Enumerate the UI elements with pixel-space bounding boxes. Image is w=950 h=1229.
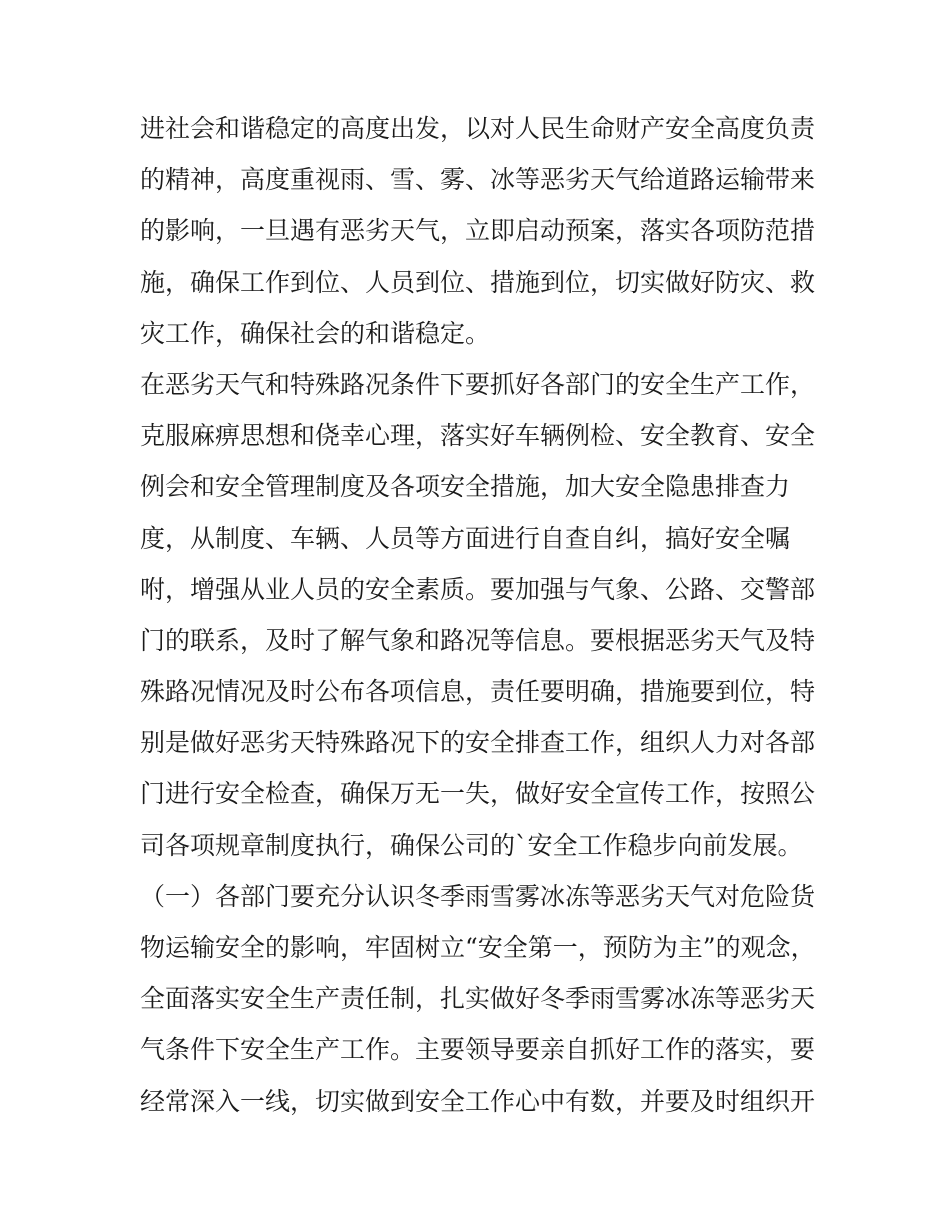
text-line: 度，从制度、车辆、人员等方面进行自查自纠，搞好安全嘱 — [140, 523, 791, 553]
text-line: 的精神，高度重视雨、雪、雾、冰等恶劣天气给道路运输带来 — [140, 165, 816, 195]
text-line: 经常深入一线，切实做到安全工作心中有数，并要及时组织开 — [140, 1086, 816, 1116]
text-line: 殊路况情况及时公布各项信息，责任要明确，措施要到位，特 — [140, 677, 816, 707]
text-line: 门进行安全检查，确保万无一失，做好安全宣传工作，按照公 — [140, 779, 816, 809]
text-line: 司各项规章制度执行，确保公司的`安全工作稳步向前发展。 — [140, 830, 803, 860]
text-line: 门的联系，及时了解气象和路况等信息。要根据恶劣天气及特 — [140, 625, 816, 655]
text-line: 进社会和谐稳定的高度出发，以对人民生命财产安全高度负责 — [140, 114, 816, 143]
body-text — [140, 103, 820, 1127]
text-line: 的影响，一旦遇有恶劣天气，立即启动预案，落实各项防范措 — [140, 216, 816, 246]
text-line: 在恶劣天气和特殊路况条件下要抓好各部门的安全生产工作， — [140, 369, 816, 399]
text-line: 咐，增强从业人员的安全素质。要加强与气象、公路、交警部 — [140, 574, 816, 604]
text-line: 施，确保工作到位、人员到位、措施到位，切实做好防灾、救 — [140, 267, 816, 297]
text-line: 例会和安全管理制度及各项安全措施，加大安全隐患排查力 — [140, 472, 791, 502]
text-line: 别是做好恶劣天特殊路况下的安全排查工作，组织人力对各部 — [140, 728, 816, 758]
text-line: 全面落实安全生产责任制，扎实做好冬季雨雪雾冰冻等恶劣天 — [140, 984, 816, 1014]
text-line: 气条件下安全生产工作。主要领导要亲自抓好工作的落实，要 — [140, 1035, 816, 1065]
text-line: 灾工作，确保社会的和谐稳定。 — [140, 318, 491, 348]
text-line: 物运输安全的影响，牢固树立“安全第一，预防为主”的观念， — [140, 933, 816, 962]
text-line: （一）各部门要充分认识冬季雨雪雾冰冻等恶劣天气对危险货 — [140, 881, 816, 911]
text-line: 克服麻痹思想和侥幸心理，落实好车辆例检、安全教育、安全 — [140, 421, 816, 451]
